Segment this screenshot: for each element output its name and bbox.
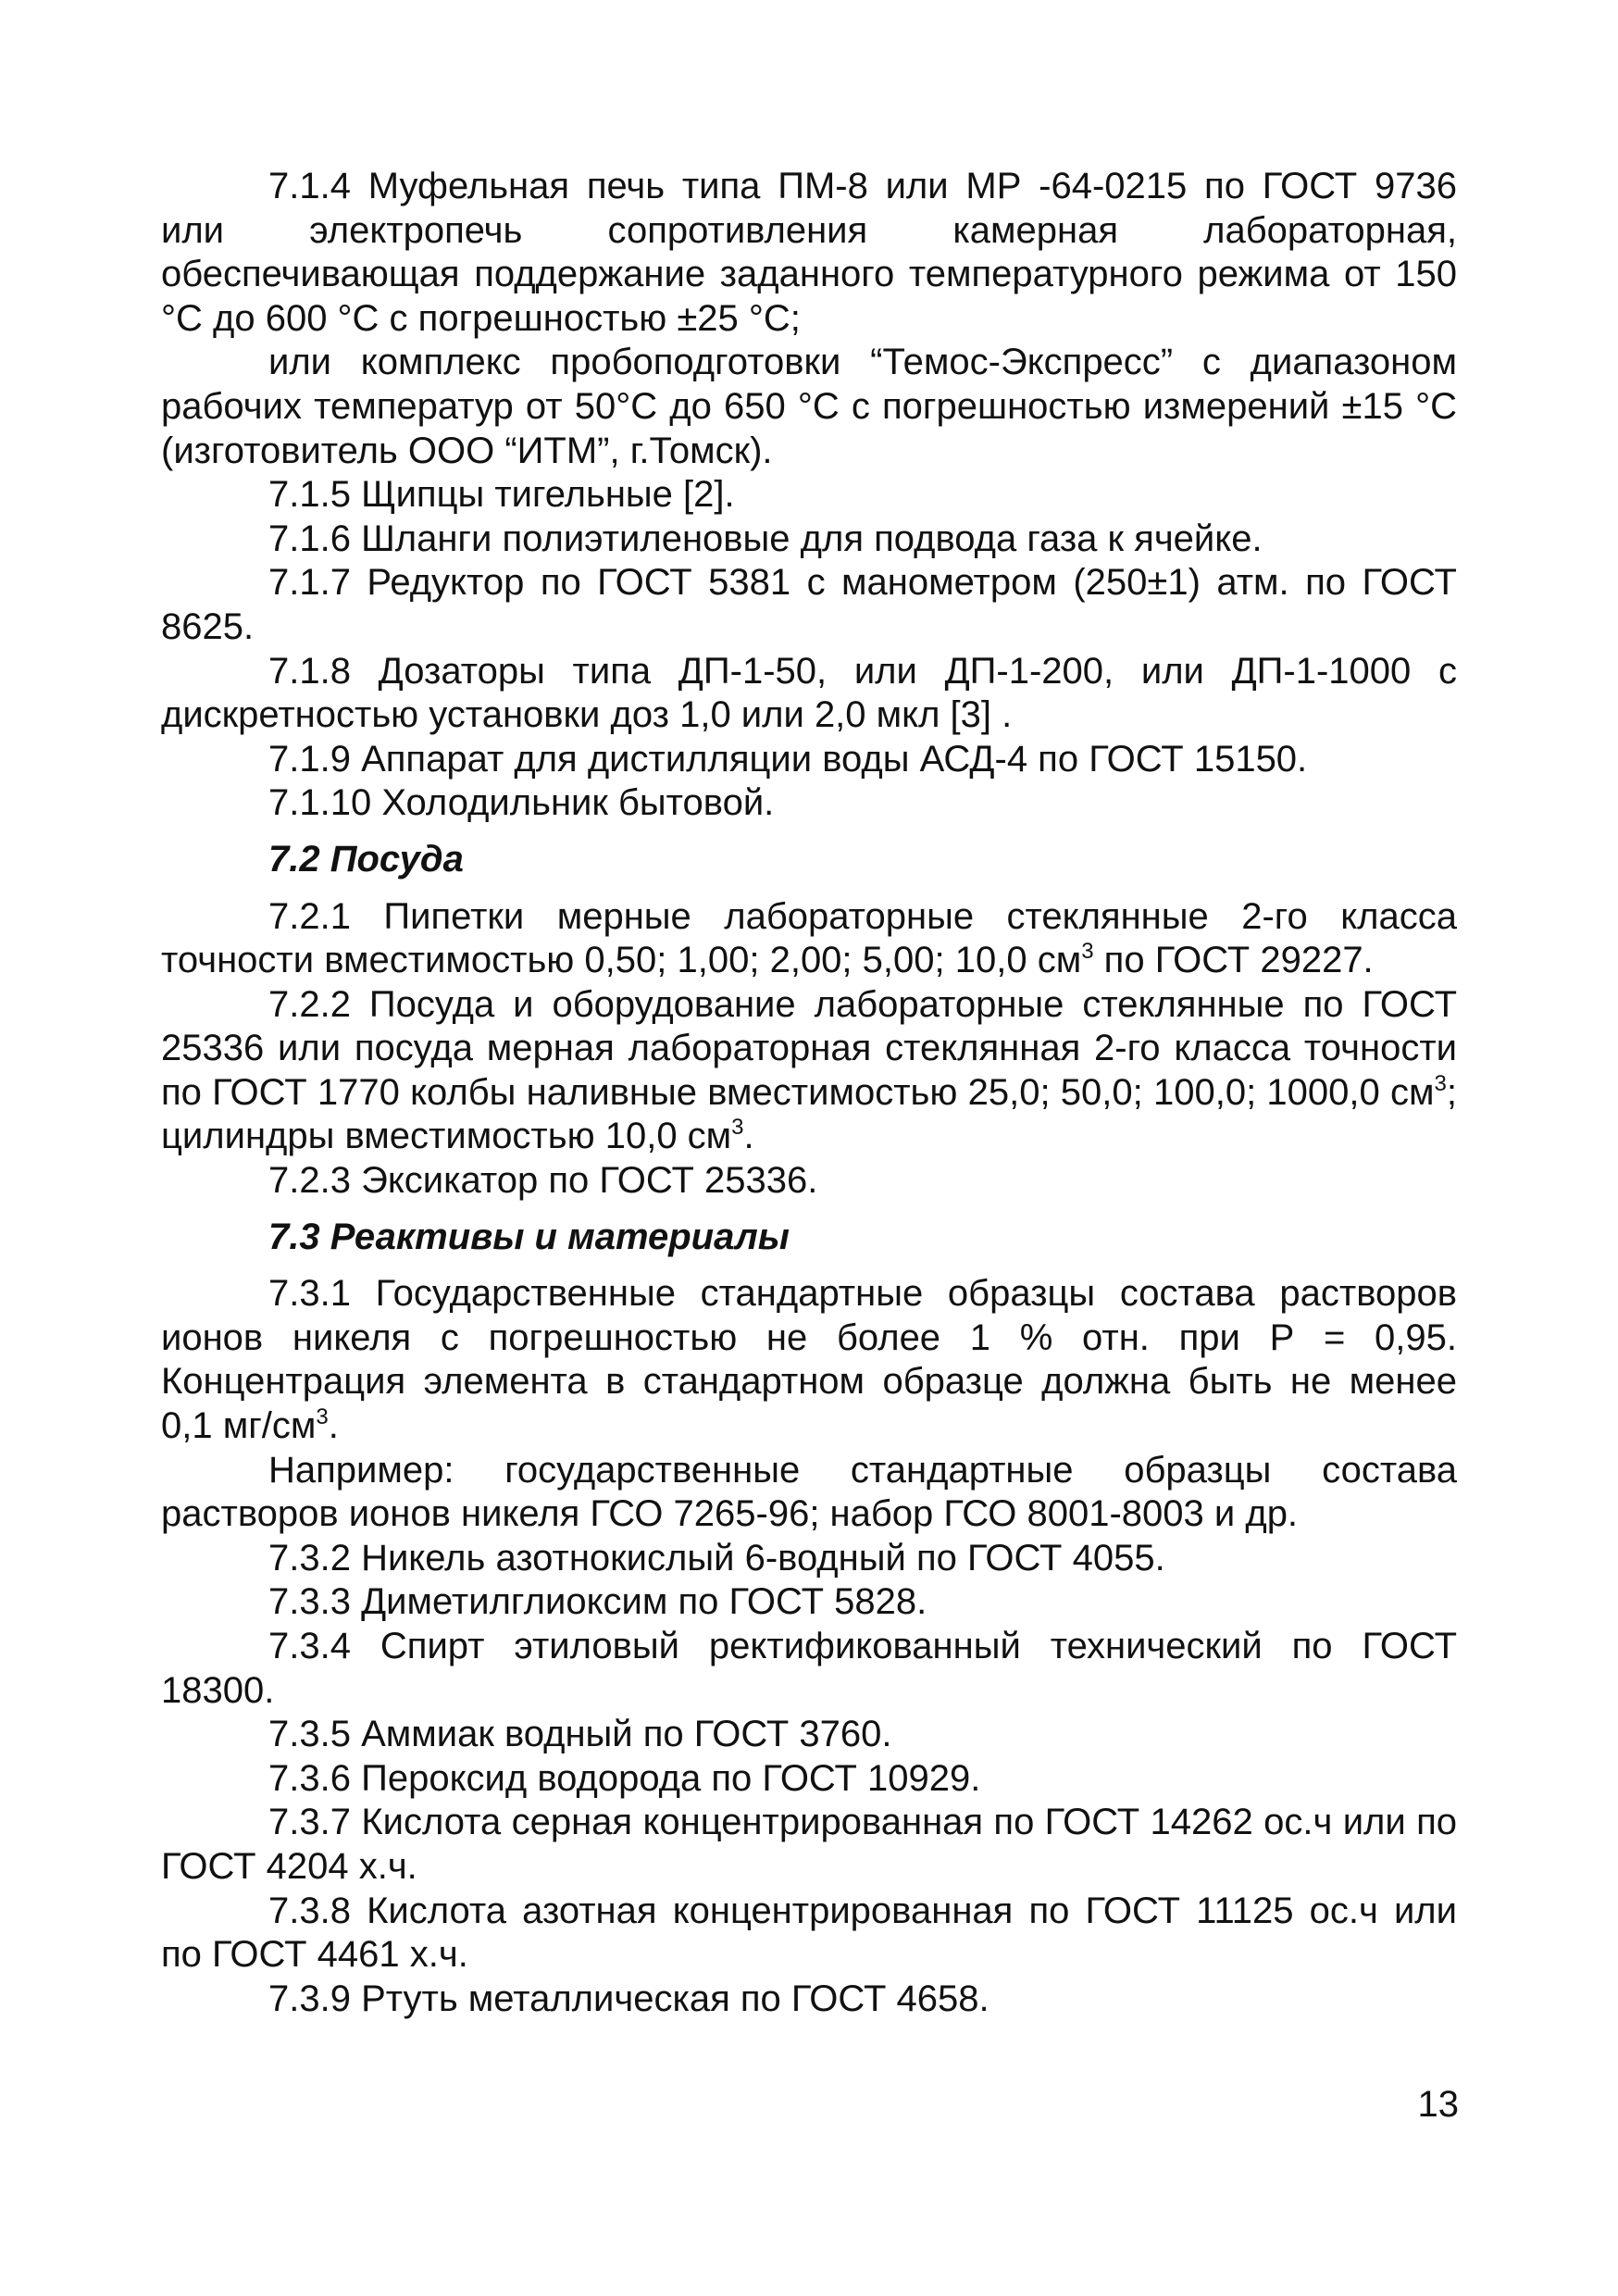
- heading-7-3: 7.3 Реактивы и материалы: [268, 1216, 790, 1257]
- paragraph-7-2-1-tail: по ГОСТ 29227.: [1093, 940, 1374, 981]
- document-page: [161, 165, 1457, 2021]
- paragraph-7-1-9: 7.1.9 Аппарат для дистилляции воды АСД-4 по ГОСТ 15150.: [268, 738, 1308, 780]
- paragraph-7-1-4-alt: или комплекс пробоподготовки “Темос-Экспресс” с диапазоном рабочих температур от 50°С до 650 °С с погрешностью измерений ±15 °С (изготовитель ООО “ИТМ”, г.Томск).: [161, 342, 1457, 471]
- paragraph-7-2-1: [161, 895, 1457, 983]
- superscript-cubic: 3: [1434, 1070, 1447, 1096]
- paragraph-7-1-4: 7.1.4 Муфельная печь типа ПМ-8 или МР -64-0215 по ГОСТ 9736 или электропечь сопротивления камерная лабораторная, обеспечивающая поддержание заданного температурного режима от 150 °С до 600 °С с погрешностью ±25 °С;: [161, 166, 1457, 339]
- paragraph-7-2-2-tail: .: [743, 1116, 754, 1157]
- paragraph-7-3-4: 7.3.4 Спирт этиловый ректификованный технический по ГОСТ 18300.: [161, 1626, 1457, 1711]
- paragraph-7-1-7: 7.1.7 Редуктор по ГОСТ 5381 с манометром (250±1) атм. по ГОСТ 8625.: [161, 562, 1457, 647]
- superscript-cubic: 3: [731, 1115, 744, 1141]
- paragraph-7-2-2-mid: ; цилиндры вместимостью 10,0 см: [161, 1071, 1457, 1157]
- superscript-cubic: 3: [1081, 939, 1094, 965]
- paragraph-7-3-5: 7.3.5 Аммиак водный по ГОСТ 3760.: [268, 1714, 892, 1755]
- superscript-cubic: 3: [316, 1404, 329, 1430]
- paragraph-7-1-6: 7.1.6 Шланги полиэтиленовые для подвода газа к ячейке.: [268, 518, 1263, 559]
- paragraph-7-1-5: 7.1.5 Щипцы тигельные [2].: [268, 474, 735, 516]
- paragraph-7-3-7: 7.3.7 Кислота серная концентрированная по ГОСТ 14262 ос.ч или по ГОСТ 4204 х.ч.: [161, 1802, 1457, 1887]
- paragraph-7-3-1-tail: .: [328, 1405, 339, 1447]
- paragraph-7-3-9: 7.3.9 Ртуть металлическая по ГОСТ 4658.: [268, 1978, 989, 2019]
- paragraph-7-2-2-text: 7.2.2 Посуда и оборудование лабораторные стеклянные по ГОСТ 25336 или посуда мерная лабораторная стеклянная 2-го класса точности по ГОСТ 1770 колбы наливные вместимостью 25,0; 50,0; 100,0; 1000,0 см: [161, 983, 1457, 1113]
- paragraph-7-2-1-text: 7.2.1 Пипетки мерные лабораторные стеклянные 2-го класса точности вместимостью 0,50; 1,00; 2,00; 5,00; 10,0 см: [161, 895, 1457, 981]
- paragraph-7-2-2: [161, 983, 1457, 1159]
- paragraph-example: Например: государственные стандартные образцы состава растворов ионов никеля ГСО 7265-96; набор ГСО 8001-8003 и др.: [161, 1449, 1457, 1535]
- paragraph-7-1-8: 7.1.8 Дозаторы типа ДП-1-50, или ДП-1-200, или ДП-1-1000 с дискретностью установки доз 1,0 или 2,0 мкл [3] .: [161, 650, 1457, 736]
- paragraph-7-3-3: 7.3.3 Диметилглиоксим по ГОСТ 5828.: [268, 1581, 927, 1623]
- heading-7-2: 7.2 Посуда: [268, 838, 464, 880]
- paragraph-7-3-6: 7.3.6 Пероксид водорода по ГОСТ 10929.: [268, 1757, 981, 1799]
- paragraph-7-3-1-text: 7.3.1 Государственные стандартные образцы состава растворов ионов никеля с погрешностью не более 1 % отн. при Р = 0,95. Концентрация элемента в стандартном образце должна быть не менее 0,1 мг/см: [161, 1273, 1457, 1447]
- paragraph-7-1-10: 7.1.10 Холодильник бытовой.: [268, 782, 775, 824]
- paragraph-7-3-2: 7.3.2 Никель азотнокислый 6-водный по ГОСТ 4055.: [268, 1537, 1165, 1578]
- page-number: 13: [1417, 2084, 1459, 2125]
- paragraph-7-3-8: 7.3.8 Кислота азотная концентрированная по ГОСТ 11125 ос.ч или по ГОСТ 4461 х.ч.: [161, 1890, 1457, 1976]
- paragraph-7-2-3: 7.2.3 Эксикатор по ГОСТ 25336.: [268, 1160, 818, 1202]
- paragraph-7-3-1: [161, 1272, 1457, 1448]
